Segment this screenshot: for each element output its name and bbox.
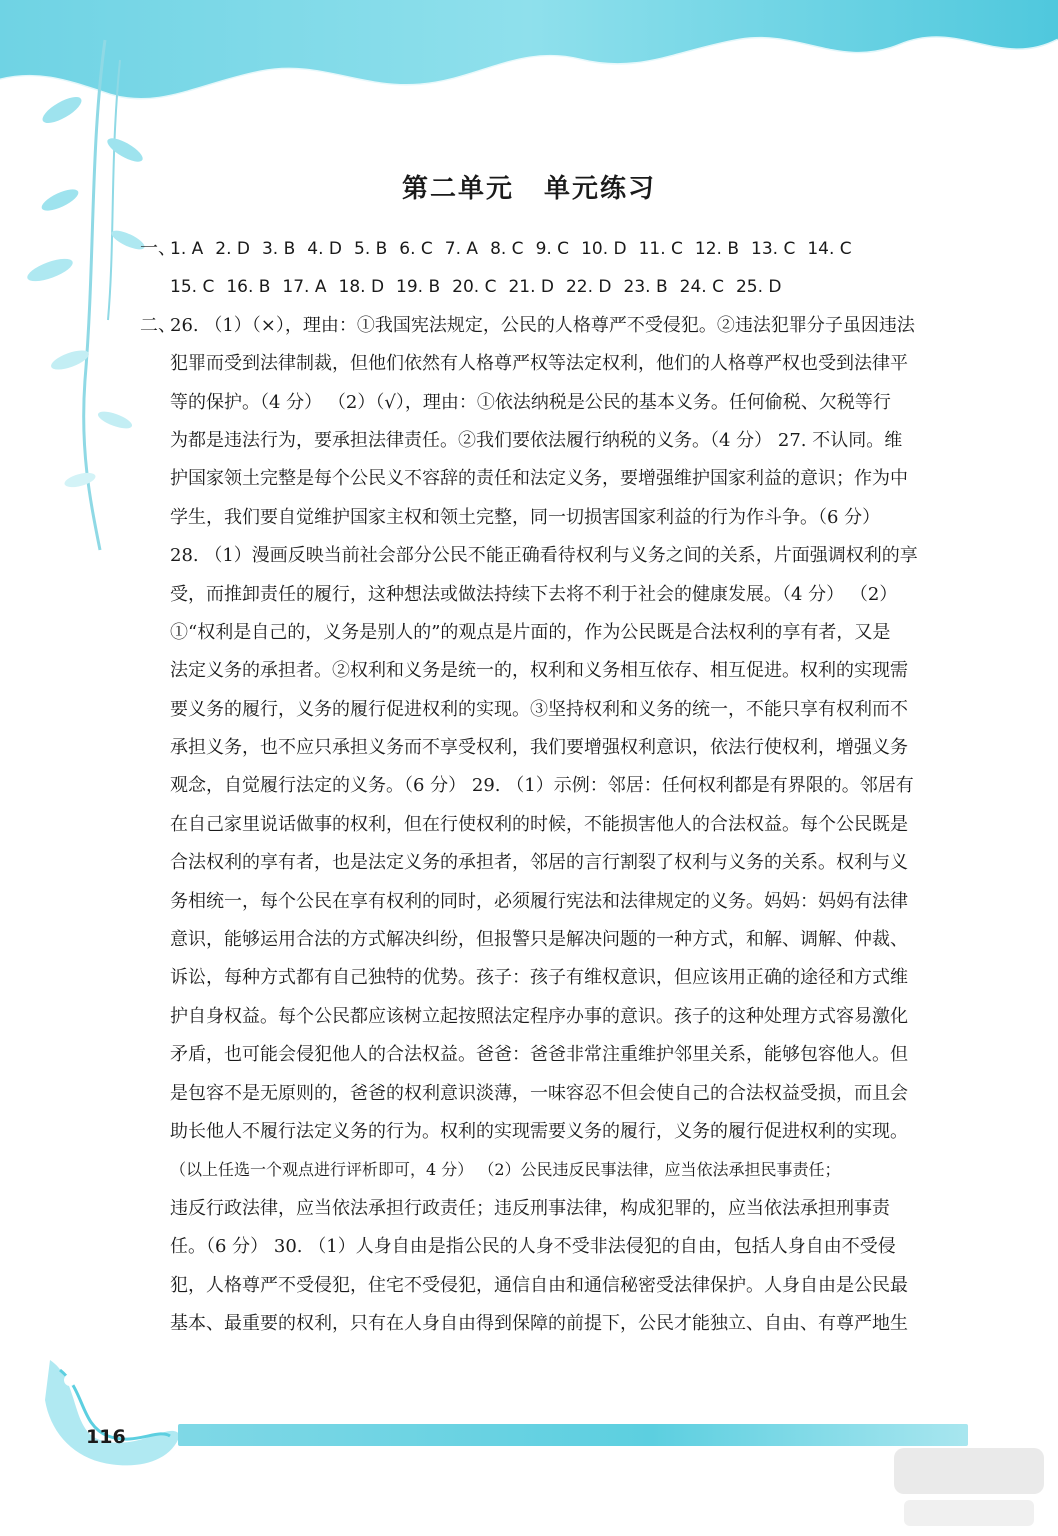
section2-line: 护自身权益。每个公民都应该树立起按照法定程序办事的意识。孩子的这种处理方式容易激化 [170, 1005, 908, 1027]
section2-line: 法定义务的承担者。②权利和义务是统一的，权利和义务相互依存、相互促进。权利的实现需 [170, 660, 908, 682]
answer-item: 2. D [215, 239, 250, 259]
answer-item: 22. D [565, 277, 612, 298]
section2-line: 28. （1）漫画反映当前社会部分公民不能正确看待权利与义务之间的关系，片面强调权利的享 [170, 545, 918, 567]
section2-line: 等的保护。（4 分） （2）（√），理由：①依法纳税是公民的基本义务。任何偷税、欠税等行 [170, 391, 891, 413]
section2-line: 违反行政法律，应当依法承担行政责任；违反刑事法律，构成犯罪的，应当依法承担刑事责 [170, 1197, 890, 1219]
section2-line: 护国家领土完整是每个公民义不容辞的责任和法定义务，要增强维护国家利益的意识；作为中 [170, 468, 908, 490]
answer-item: 15. C [170, 277, 215, 298]
answer-item: 18. D [338, 277, 385, 298]
text-line: 26. （1）（×），理由：①我国宪法规定，公民的人格尊严不受侵犯。②违法犯罪分子虽因违法 [170, 314, 915, 336]
answer-item: 13. C [751, 239, 796, 259]
answer-item: 20. C [452, 277, 497, 298]
section2-line: 承担义务，也不应只承担义务而不享受权利，我们要增强权利意识，依法行使权利，增强义务 [170, 737, 908, 759]
section2-line: 意识，能够运用合法的方式解决纠纷，但报警只是解决问题的一种方式，和解、调解、仲裁、 [170, 929, 908, 951]
section2-line: 犯，人格尊严不受侵犯，住宅不受侵犯，通信自由和通信秘密受法律保护。人身自由是公民最 [170, 1274, 908, 1296]
section1-row1 [140, 230, 976, 268]
footer-band [178, 1424, 968, 1446]
section2-line: 任。（6 分） 30. （1）人身自由是指公民的人身不受非法侵犯的自由，包括人身自由不受侵 [170, 1236, 896, 1258]
watermark-logo [880, 1440, 1058, 1536]
section2-line: （以上任选一个观点进行评析即可，4 分） （2）公民违反民事法律，应当依法承担民事责任； [170, 1160, 841, 1180]
answer-item: 16. B [226, 277, 271, 298]
section2-line: 助长他人不履行法定义务的行为。权利的实现需要义务的履行，义务的履行促进权利的实现。 [170, 1120, 908, 1142]
answer-item: 23. B [623, 277, 668, 298]
answer-item: 4. D [307, 239, 342, 259]
section2-line: 观念，自觉履行法定的义务。（6 分） 29. （1）示例：邻居：任何权利都是有界限的。邻居有 [170, 775, 914, 797]
answer-content [140, 230, 976, 1343]
page-title [0, 168, 1058, 205]
answer-item: 19. B [396, 277, 441, 298]
section2-line: 务相统一，每个公民在享有权利的同时，必须履行宪法和法律规定的义务。妈妈：妈妈有法律 [170, 890, 908, 912]
section2-line: 学生，我们要自觉维护国家主权和领土完整，同一切损害国家利益的行为作斗争。（6 分） [170, 506, 881, 528]
answer-item: 12. B [694, 239, 740, 259]
answer-item: 1. A [170, 239, 204, 259]
answer-item: 21. D [508, 277, 554, 298]
section2-line: 为都是违法行为，要承担法律责任。②我们要依法履行纳税的义务。（4 分） 27. 不认同。维 [170, 429, 903, 451]
answer-item: 11. C [638, 239, 683, 259]
section-label: 二、 [140, 314, 176, 336]
section-label: 一、 [140, 238, 176, 259]
section2-line: 矛盾，也可能会侵犯他人的合法权益。爸爸：爸爸非常注重维护邻里关系，能够包容他人。但 [170, 1044, 908, 1066]
section2-line: 受，而推卸责任的履行，这种想法或做法持续下去将不利于社会的健康发展。（4 分） （2） [170, 583, 898, 605]
title-unit: 第二单元 [401, 174, 514, 204]
section2-line: 要义务的履行，义务的履行促进权利的实现。③坚持权利和义务的统一，不能只享有权利而不 [170, 698, 908, 720]
answer-item: 6. C [399, 239, 433, 259]
section1-row2 [140, 268, 976, 306]
section2-line [140, 307, 976, 345]
header-wave-decoration [0, 0, 1058, 130]
answer-item: 10. D [581, 239, 627, 259]
page-number: 116 [86, 1426, 126, 1448]
section2-line: 在自己家里说话做事的权利，但在行使权利的时候，不能损害他人的合法权益。每个公民既是 [170, 813, 908, 835]
answer-item: 17. A [282, 277, 327, 298]
answer-item: 25. D [735, 277, 782, 298]
answer-item: 3. B [261, 239, 296, 259]
vine-decoration [0, 0, 150, 560]
section2-line: 基本、最重要的权利，只有在人身自由得到保障的前提下，公民才能独立、自由、有尊严地生 [170, 1312, 908, 1334]
section2-line: ①“权利是自己的，义务是别人的”的观点是片面的，作为公民既是合法权利的享有者，又是 [170, 621, 891, 643]
answer-item: 5. B [354, 239, 388, 259]
section2-line: 犯罪而受到法律制裁，但他们依然有人格尊严权等法定权利，他们的人格尊严权也受到法律平 [170, 353, 908, 375]
title-subject: 单元练习 [544, 174, 657, 204]
section2-line: 是包容不是无原则的，爸爸的权利意识淡薄，一味容忍不但会使自己的合法权益受损，而且会 [170, 1082, 908, 1104]
answer-item: 24. C [679, 277, 724, 298]
corner-swirl-decoration [30, 1340, 190, 1490]
section2-line: 诉讼，每种方式都有自己独特的优势。孩子：孩子有维权意识，但应该用正确的途径和方式维 [170, 967, 908, 989]
answer-item: 9. C [535, 239, 570, 259]
answer-item: 14. C [807, 239, 852, 259]
section2-line: 合法权利的享有者，也是法定义务的承担者，邻居的言行割裂了权利与义务的关系。权利与义 [170, 852, 908, 874]
answer-item: 7. A [444, 239, 479, 259]
answer-item: 8. C [490, 239, 524, 259]
